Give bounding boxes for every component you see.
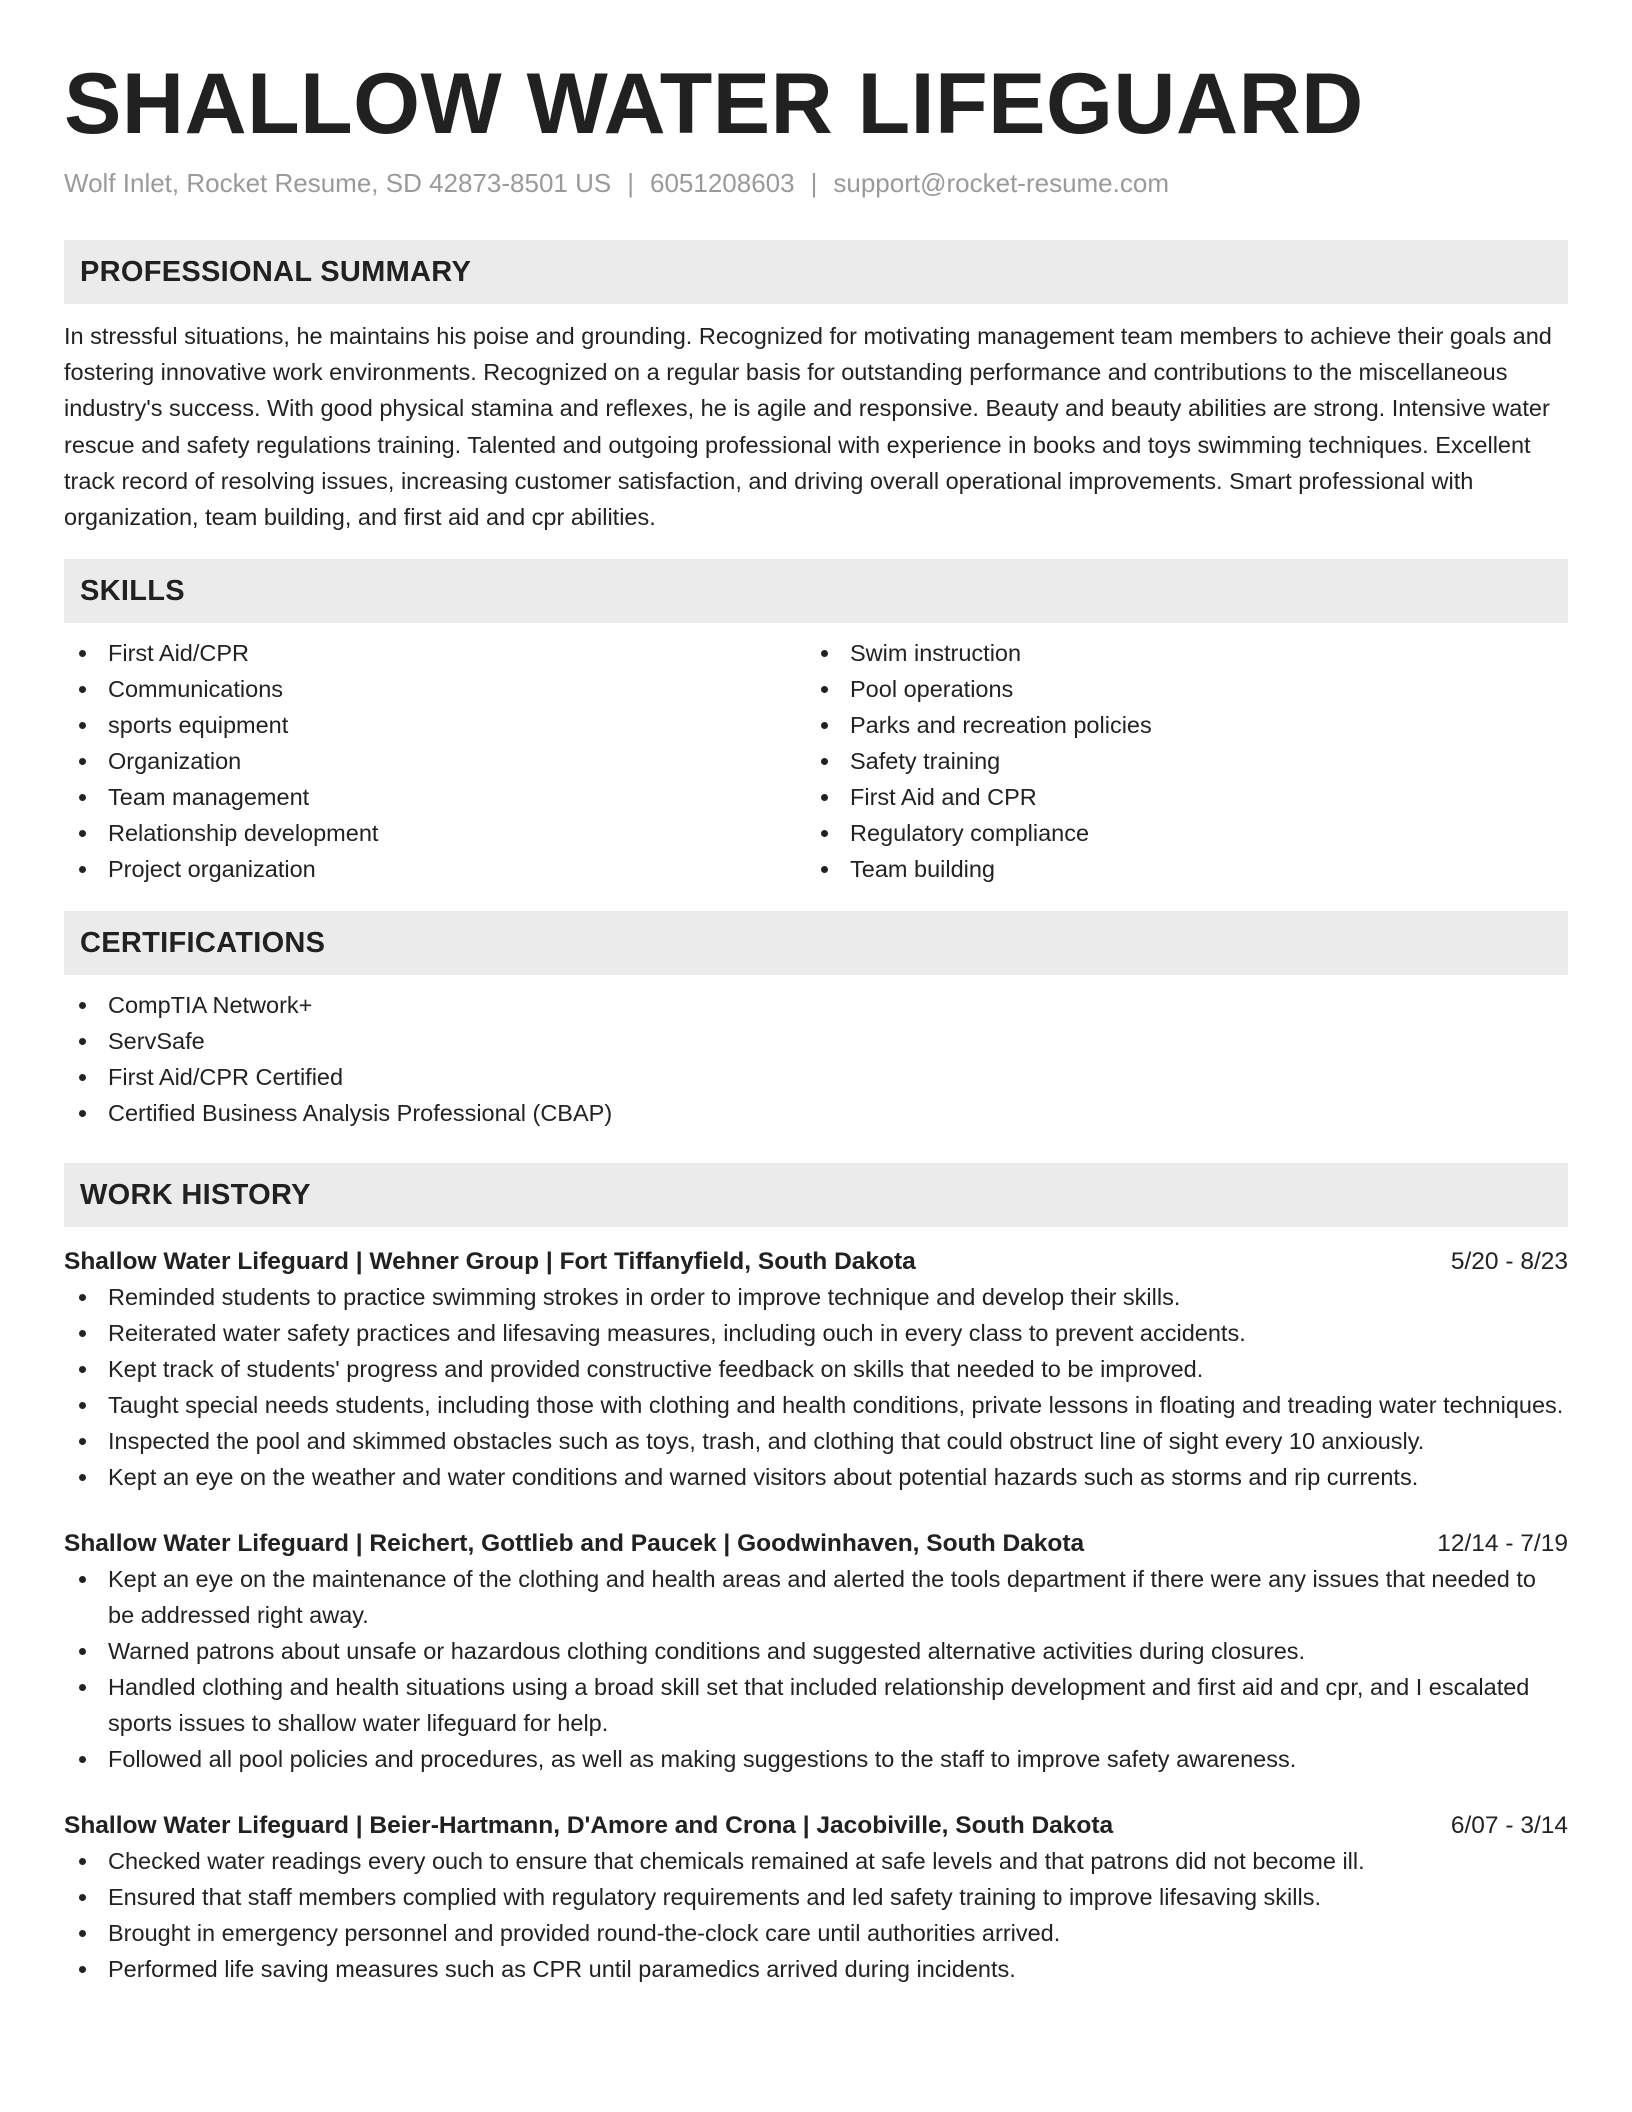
job-bullets bbox=[64, 1843, 1568, 1987]
duty-text: Taught special needs students, including those with clothing and health conditions, private lessons in floating and treading water techniques. bbox=[108, 1392, 1564, 1419]
bullet-icon bbox=[79, 1894, 86, 1901]
duty-text: Reiterated water safety practices and lifesaving measures, including ouch in every class to prevent accidents. bbox=[108, 1320, 1246, 1347]
list-item bbox=[806, 779, 1548, 815]
skill-text: Parks and recreation policies bbox=[850, 712, 1152, 739]
list-item bbox=[806, 635, 1548, 671]
skill-text: Organization bbox=[108, 748, 242, 775]
skill-text: Project organization bbox=[108, 856, 316, 883]
skills-right-column bbox=[806, 635, 1548, 887]
list-item bbox=[64, 1387, 1568, 1423]
skills-grid bbox=[64, 635, 1568, 887]
duty-text: Kept an eye on the maintenance of the clothing and health areas and alerted the tools department if there were any issues that needed to be addressed right away. bbox=[108, 1566, 1536, 1629]
skill-text: Communications bbox=[108, 676, 284, 703]
list-item bbox=[64, 1095, 1568, 1131]
list-item bbox=[64, 1951, 1568, 1987]
bullet-icon bbox=[79, 1438, 86, 1445]
duty-text: Performed life saving measures such as CPR until paramedics arrived during incidents. bbox=[108, 1956, 1016, 1983]
bullet-icon bbox=[79, 722, 86, 729]
skill-text: Safety training bbox=[850, 748, 1001, 775]
duty-text: Followed all pool policies and procedures, as well as making suggestions to the staff to improve safety awareness. bbox=[108, 1746, 1297, 1773]
bullet-icon bbox=[79, 866, 86, 873]
job-entry bbox=[64, 1809, 1568, 1987]
bullet-icon bbox=[79, 830, 86, 837]
bullet-icon bbox=[79, 1038, 86, 1045]
bullet-icon bbox=[821, 794, 828, 801]
list-item bbox=[64, 1633, 1568, 1669]
list-item bbox=[806, 815, 1548, 851]
bullet-icon bbox=[79, 1648, 86, 1655]
bullet-icon bbox=[821, 758, 828, 765]
duty-text: Inspected the pool and skimmed obstacles such as toys, trash, and clothing that could obstruct line of sight every 10 anxiously. bbox=[108, 1428, 1425, 1455]
job-bullets bbox=[64, 1279, 1568, 1495]
skills-heading: SKILLS bbox=[64, 559, 1568, 623]
list-item bbox=[64, 1741, 1568, 1777]
list-item bbox=[806, 743, 1548, 779]
bullet-icon bbox=[821, 866, 828, 873]
contact-phone: 6051208603 bbox=[650, 168, 795, 198]
list-item bbox=[64, 1669, 1568, 1741]
skill-text: Team building bbox=[850, 856, 996, 883]
bullet-icon bbox=[79, 1474, 86, 1481]
list-item bbox=[64, 671, 806, 707]
job-entry bbox=[64, 1245, 1568, 1495]
bullet-icon bbox=[79, 1366, 86, 1373]
job-dates: 12/14 - 7/19 bbox=[1437, 1530, 1568, 1558]
list-item bbox=[64, 1059, 1568, 1095]
job-header bbox=[64, 1809, 1568, 1843]
bullet-icon bbox=[79, 1294, 86, 1301]
bullet-icon bbox=[79, 758, 86, 765]
list-item bbox=[64, 1423, 1568, 1459]
duty-text: Brought in emergency personnel and provided round-the-clock care until authorities arrived. bbox=[108, 1920, 1061, 1947]
certification-text: Certified Business Analysis Professional (CBAP) bbox=[108, 1100, 613, 1127]
skill-text: First Aid/CPR bbox=[108, 640, 250, 667]
list-item bbox=[64, 1459, 1568, 1495]
contact-address: Wolf Inlet, Rocket Resume, SD 42873-8501 US bbox=[64, 168, 612, 198]
job-dates: 6/07 - 3/14 bbox=[1450, 1812, 1568, 1840]
job-title: Shallow Water Lifeguard | Wehner Group | Fort Tiffanyfield, South Dakota bbox=[64, 1248, 916, 1276]
job-header bbox=[64, 1245, 1568, 1279]
job-bullets bbox=[64, 1561, 1568, 1777]
job-header bbox=[64, 1527, 1568, 1561]
list-item bbox=[64, 635, 806, 671]
skills-left-column bbox=[64, 635, 806, 887]
bullet-icon bbox=[79, 1930, 86, 1937]
certifications-list bbox=[64, 987, 1568, 1131]
duty-text: Kept an eye on the weather and water conditions and warned visitors about potential hazards such as storms and rip currents. bbox=[108, 1464, 1419, 1491]
certification-text: First Aid/CPR Certified bbox=[108, 1064, 344, 1091]
list-item bbox=[806, 851, 1548, 887]
skill-text: sports equipment bbox=[108, 712, 289, 739]
bullet-icon bbox=[79, 1684, 86, 1691]
summary-text: In stressful situations, he maintains his poise and grounding. Recognized for motivating management team members to achieve their goals and fostering innovative work environments. Recognized on a regular basis for outstanding performance and contributions to the miscellaneous industry's success. With good physical stamina and reflexes, he is agile and responsive. Beauty and beauty abilities are strong. Intensive water rescue and safety regulations training. Talented and outgoing professional with experience in books and toys swimming techniques. Excellent track record of resolving issues, increasing customer satisfaction, and driving overall operational improvements. Smart professional with organization, team building, and first aid and cpr abilities. bbox=[64, 323, 1552, 531]
list-item bbox=[64, 743, 806, 779]
skill-text: Swim instruction bbox=[850, 640, 1022, 667]
bullet-icon bbox=[821, 722, 828, 729]
list-item bbox=[64, 1023, 1568, 1059]
job-title: Shallow Water Lifeguard | Reichert, Gottlieb and Paucek | Goodwinhaven, South Dakota bbox=[64, 1530, 1085, 1558]
certification-text: CompTIA Network+ bbox=[108, 992, 313, 1019]
skill-text: Regulatory compliance bbox=[850, 820, 1090, 847]
bullet-icon bbox=[821, 830, 828, 837]
bullet-icon bbox=[79, 1576, 86, 1583]
duty-text: Ensured that staff members complied with regulatory requirements and led safety training to improve lifesaving skills. bbox=[108, 1884, 1321, 1911]
skill-text: First Aid and CPR bbox=[850, 784, 1037, 811]
duty-text: Kept track of students' progress and provided constructive feedback on skills that needed to be improved. bbox=[108, 1356, 1204, 1383]
contact-separator: | bbox=[627, 168, 634, 198]
skill-text: Team management bbox=[108, 784, 310, 811]
list-item bbox=[64, 1561, 1568, 1633]
bullet-icon bbox=[821, 686, 828, 693]
bullet-icon bbox=[79, 1110, 86, 1117]
certification-text: ServSafe bbox=[108, 1028, 205, 1055]
contact-separator: | bbox=[810, 168, 818, 198]
bullet-icon bbox=[79, 1002, 86, 1009]
work-history-heading: WORK HISTORY bbox=[64, 1163, 1568, 1227]
job-title: Shallow Water Lifeguard | Beier-Hartmann, D'Amore and Crona | Jacobiville, South Dakota bbox=[64, 1812, 1114, 1840]
bullet-icon bbox=[79, 1966, 86, 1973]
list-item bbox=[64, 815, 806, 851]
skill-text: Pool operations bbox=[850, 676, 1014, 703]
list-item bbox=[64, 707, 806, 743]
list-item bbox=[64, 1351, 1568, 1387]
list-item bbox=[64, 851, 806, 887]
job-entry bbox=[64, 1527, 1568, 1777]
certifications-heading: CERTIFICATIONS bbox=[64, 911, 1568, 975]
duty-text: Checked water readings every ouch to ensure that chemicals remained at safe levels and that patrons did not become ill. bbox=[108, 1848, 1365, 1875]
list-item bbox=[64, 1915, 1568, 1951]
bullet-icon bbox=[79, 686, 86, 693]
contact-email: support@rocket-resume.com bbox=[833, 168, 1169, 198]
list-item bbox=[64, 1279, 1568, 1315]
bullet-icon bbox=[79, 1074, 86, 1081]
bullet-icon bbox=[821, 650, 828, 657]
bullet-icon bbox=[79, 1756, 86, 1763]
skill-text: Relationship development bbox=[108, 820, 379, 847]
list-item bbox=[64, 987, 1568, 1023]
list-item bbox=[64, 1843, 1568, 1879]
bullet-icon bbox=[79, 1330, 86, 1337]
list-item bbox=[64, 779, 806, 815]
list-item bbox=[806, 707, 1548, 743]
list-item bbox=[64, 1879, 1568, 1915]
job-dates: 5/20 - 8/23 bbox=[1450, 1248, 1568, 1276]
resume-name: SHALLOW WATER LIFEGUARD bbox=[64, 56, 1364, 152]
list-item bbox=[806, 671, 1548, 707]
bullet-icon bbox=[79, 650, 86, 657]
duty-text: Reminded students to practice swimming strokes in order to improve technique and develop their skills. bbox=[108, 1284, 1181, 1311]
duty-text: Handled clothing and health situations using a broad skill set that included relationship development and first aid and cpr, and I escalated sports issues to shallow water lifeguard for help. bbox=[108, 1674, 1530, 1737]
summary-heading: PROFESSIONAL SUMMARY bbox=[64, 240, 1568, 304]
duty-text: Warned patrons about unsafe or hazardous clothing conditions and suggested alternative activities during closures. bbox=[108, 1638, 1306, 1665]
bullet-icon bbox=[79, 794, 86, 801]
bullet-icon bbox=[79, 1402, 86, 1409]
list-item bbox=[64, 1315, 1568, 1351]
bullet-icon bbox=[79, 1858, 86, 1865]
contact-line bbox=[64, 166, 1568, 200]
